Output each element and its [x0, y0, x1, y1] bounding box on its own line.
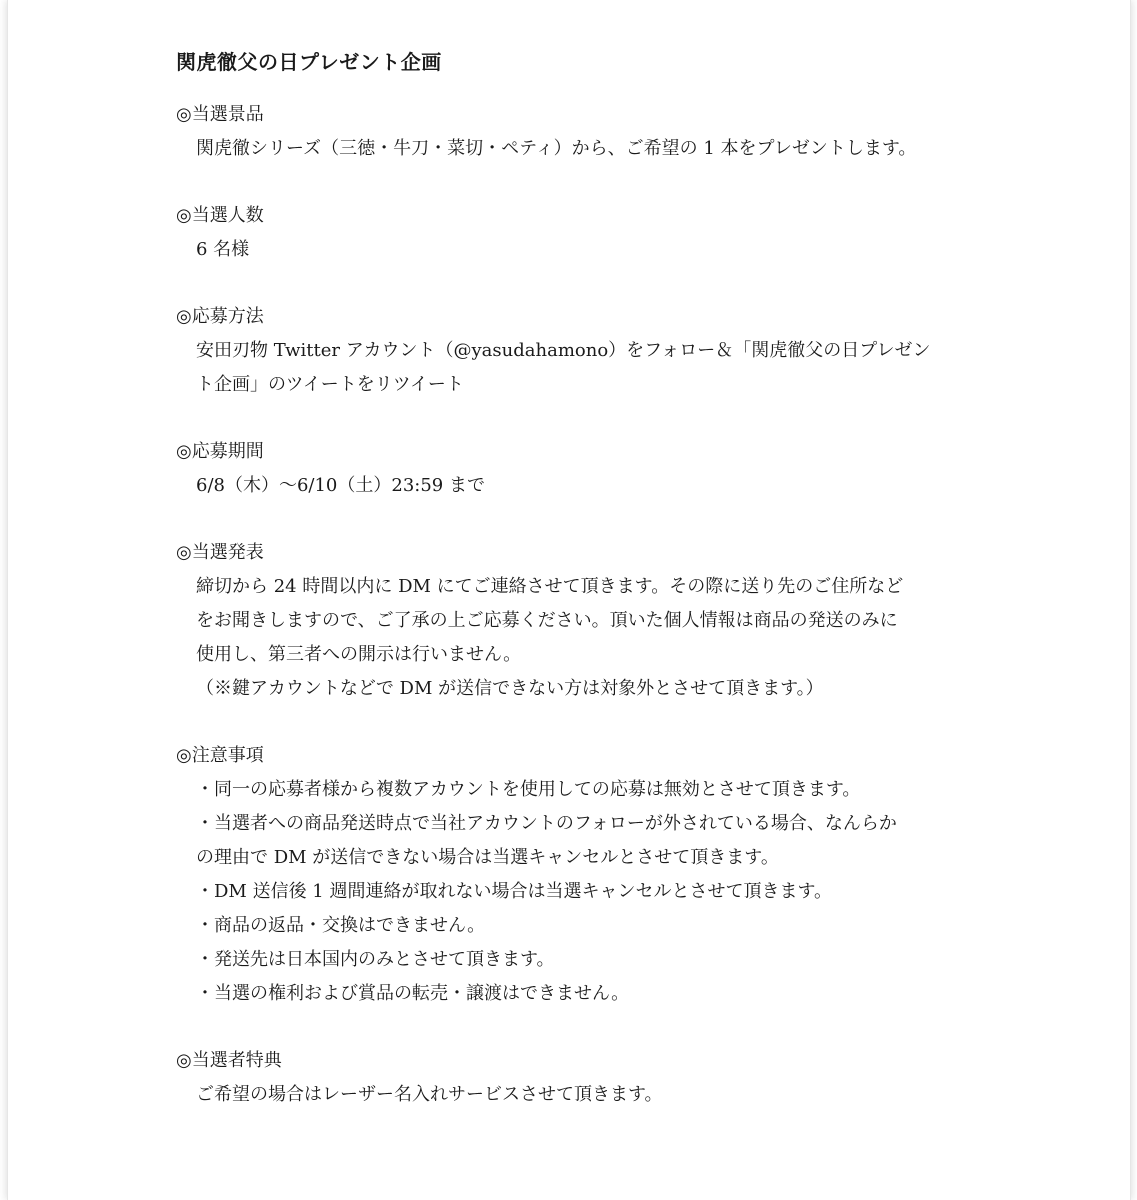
section-line: 安田刃物 Twitter アカウント（@yasudahamono）をフォロー＆「関虎徹父の日プレゼン [196, 340, 931, 361]
section-heading: ◎応募期間 [176, 441, 264, 462]
list-item: ・当選の権利および賞品の転売・譲渡はできません。 [196, 983, 630, 1004]
section-line: 6 名様 [196, 239, 250, 260]
list-item: ・発送先は日本国内のみとさせて頂きます。 [196, 949, 555, 970]
section-line: 6/8（木）〜6/10（土）23:59 まで [196, 475, 485, 496]
document-page [7, 0, 1131, 1200]
section-winner-benefit [176, 1044, 996, 1112]
list-item: ・当選者への商品発送時点で当社アカウントのフォローが外されている場合、なんらか [196, 813, 897, 834]
section-line: 締切から 24 時間以内に DM にてご連絡させて頂きます。その際に送り先のご住所など [196, 576, 904, 597]
section-winner-count [176, 199, 996, 267]
section-heading: ◎当選景品 [176, 104, 264, 125]
section-line: ト企画」のツイートをリツイート [196, 374, 464, 395]
section-heading: ◎当選発表 [176, 542, 264, 563]
document-title: 関虎徹父の日プレゼント企画 [176, 50, 442, 74]
section-how-to-apply [176, 300, 996, 402]
section-heading: ◎当選人数 [176, 205, 264, 226]
section-announcement [176, 536, 996, 706]
list-item: ・DM 送信後 1 週間連絡が取れない場合は当選キャンセルとさせて頂きます。 [196, 881, 833, 902]
section-heading: ◎当選者特典 [176, 1050, 282, 1071]
section-notes [176, 739, 996, 1011]
section-line: （※鍵アカウントなどで DM が送信できない方は対象外とさせて頂きます。） [196, 678, 824, 699]
section-heading: ◎注意事項 [176, 745, 264, 766]
list-item: の理由で DM が送信できない場合は当選キャンセルとさせて頂きます。 [196, 847, 779, 868]
section-line: 関虎徹シリーズ（三徳・牛刀・菜切・ペティ）から、ご希望の 1 本をプレゼントします。 [196, 138, 917, 159]
section-line: 使用し、第三者への開示は行いません。 [196, 644, 522, 665]
section-prize [176, 98, 996, 166]
section-heading: ◎応募方法 [176, 306, 264, 327]
section-line: ご希望の場合はレーザー名入れサービスさせて頂きます。 [196, 1084, 663, 1105]
list-item: ・商品の返品・交換はできません。 [196, 915, 486, 936]
section-line: をお聞きしますので、ご了承の上ご応募ください。頂いた個人情報は商品の発送のみに [196, 610, 898, 631]
section-application-period [176, 435, 996, 503]
document-content [176, 98, 996, 1112]
list-item: ・同一の応募者様から複数アカウントを使用しての応募は無効とさせて頂きます。 [196, 779, 861, 800]
